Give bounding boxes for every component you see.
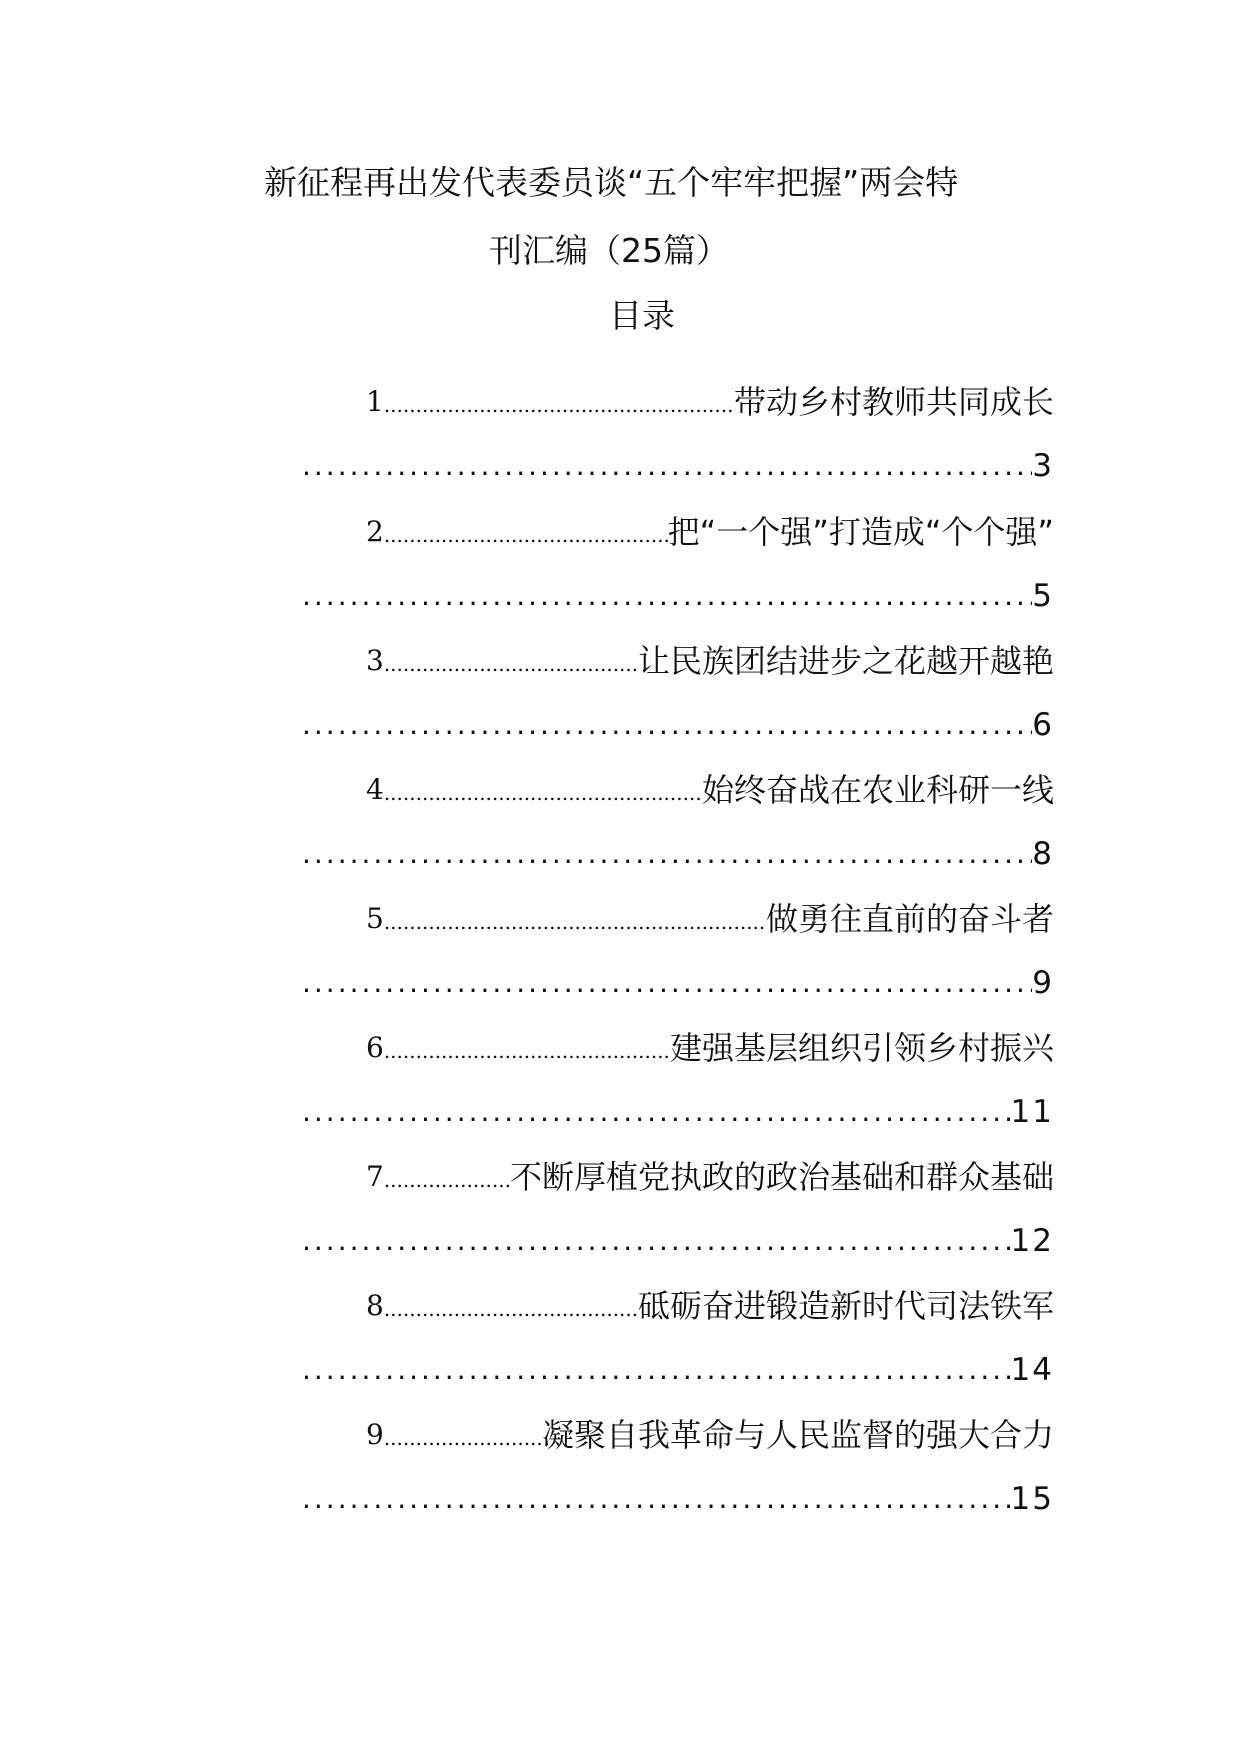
- toc-dot-leader: [302, 1350, 1011, 1390]
- toc-entry[interactable]: [0, 508, 1240, 638]
- toc-entry[interactable]: [0, 1282, 1240, 1412]
- toc-entry[interactable]: [0, 766, 1240, 896]
- toc-entry-number: 3: [366, 644, 384, 677]
- toc-entry-page-row: [302, 959, 1054, 1003]
- document-title-line-1: 新征程再出发代表委员谈“五个牢牢把握”两会特: [264, 163, 959, 202]
- toc-dot-leader: [384, 518, 668, 552]
- toc-entry-page-row: [302, 701, 1054, 745]
- toc-dot-leader: [302, 963, 1032, 1003]
- toc-entry[interactable]: [0, 1411, 1240, 1541]
- toc-dot-leader: [302, 834, 1032, 874]
- toc-entry[interactable]: [0, 378, 1240, 508]
- toc-entry-page-row: [302, 830, 1054, 874]
- toc-entry-title-row: [366, 378, 1054, 422]
- toc-entry-title-row: [366, 508, 1054, 552]
- toc-entry-title-row: [366, 766, 1054, 810]
- toc-entry-page-number[interactable]: 3: [1032, 448, 1054, 484]
- toc-dot-leader: [384, 776, 702, 810]
- toc-entry-title[interactable]: 凝聚自我革命与人民监督的强大合力: [541, 1416, 1054, 1454]
- toc-entry-page-row: [302, 572, 1054, 616]
- toc-entry-title-row: [366, 1024, 1054, 1068]
- toc-entry-number: 9: [366, 1418, 384, 1451]
- toc-entry-title-row: [366, 895, 1054, 939]
- toc-entry-page-row: [302, 1217, 1054, 1261]
- toc-dot-leader: [302, 705, 1032, 745]
- toc-entry-title[interactable]: 砥砺奋进锻造新时代司法铁军: [637, 1287, 1054, 1325]
- toc-dot-leader: [384, 1421, 542, 1455]
- toc-dot-leader: [302, 1092, 1011, 1132]
- toc-dot-leader: [302, 1221, 1011, 1261]
- toc-entry-number: 5: [366, 902, 384, 935]
- toc-entry-page-row: [302, 442, 1054, 486]
- toc-dot-leader: [302, 446, 1032, 486]
- toc-entry-title[interactable]: 建强基层组织引领乡村振兴: [669, 1029, 1054, 1067]
- document-title-line-2: 刊汇编（25篇）: [489, 231, 729, 270]
- toc-entry-page-number[interactable]: 8: [1032, 836, 1054, 872]
- toc-entry-page-number[interactable]: 9: [1032, 965, 1054, 1001]
- toc-dot-leader: [384, 1163, 510, 1197]
- toc-entry-page-number[interactable]: 15: [1010, 1481, 1054, 1517]
- toc-entry-title[interactable]: 带动乡村教师共同成长: [733, 383, 1054, 421]
- toc-entry-title[interactable]: 做勇往直前的奋斗者: [765, 900, 1054, 938]
- toc-entry[interactable]: [0, 1153, 1240, 1283]
- toc-entry[interactable]: [0, 637, 1240, 767]
- toc-entry-number: 8: [366, 1289, 384, 1322]
- toc-entry-title-row: [366, 1411, 1054, 1455]
- toc-entry-number: 2: [366, 515, 384, 548]
- toc-entry-number: 4: [366, 773, 384, 806]
- toc-entry-page-number[interactable]: 6: [1032, 707, 1054, 743]
- toc-entry-number: 6: [366, 1031, 384, 1064]
- toc-entry-number: 7: [366, 1160, 384, 1193]
- toc-dot-leader: [302, 576, 1032, 616]
- toc-entry-title[interactable]: 始终奋战在农业科研一线: [701, 771, 1054, 809]
- toc-entry[interactable]: [0, 895, 1240, 1025]
- toc-dot-leader: [384, 905, 766, 939]
- toc-entry-title-row: [366, 1153, 1054, 1197]
- toc-entry-title[interactable]: 不断厚植党执政的政治基础和群众基础: [509, 1158, 1054, 1196]
- toc-entry[interactable]: [0, 1024, 1240, 1154]
- toc-dot-leader: [384, 1034, 670, 1068]
- toc-entry-page-row: [302, 1475, 1054, 1519]
- toc-dot-leader: [384, 388, 734, 422]
- toc-entry-page-row: [302, 1346, 1054, 1390]
- toc-entry-title[interactable]: 让民族团结进步之花越开越艳: [637, 642, 1054, 680]
- toc-dot-leader: [384, 647, 638, 681]
- toc-entry-number: 1: [366, 385, 384, 418]
- toc-entry-title-row: [366, 1282, 1054, 1326]
- toc-entry-page-row: [302, 1088, 1054, 1132]
- toc-entry-page-number[interactable]: 14: [1010, 1352, 1054, 1388]
- toc-dot-leader: [302, 1479, 1011, 1519]
- toc-dot-leader: [384, 1292, 638, 1326]
- toc-entry-page-number[interactable]: 12: [1010, 1223, 1054, 1259]
- toc-heading: 目录: [609, 296, 675, 335]
- toc-entry-title[interactable]: 把“一个强”打造成“个个强”: [667, 513, 1054, 551]
- toc-entry-page-number[interactable]: 5: [1032, 578, 1054, 614]
- toc-entry-title-row: [366, 637, 1054, 681]
- toc-entry-page-number[interactable]: 11: [1010, 1094, 1054, 1130]
